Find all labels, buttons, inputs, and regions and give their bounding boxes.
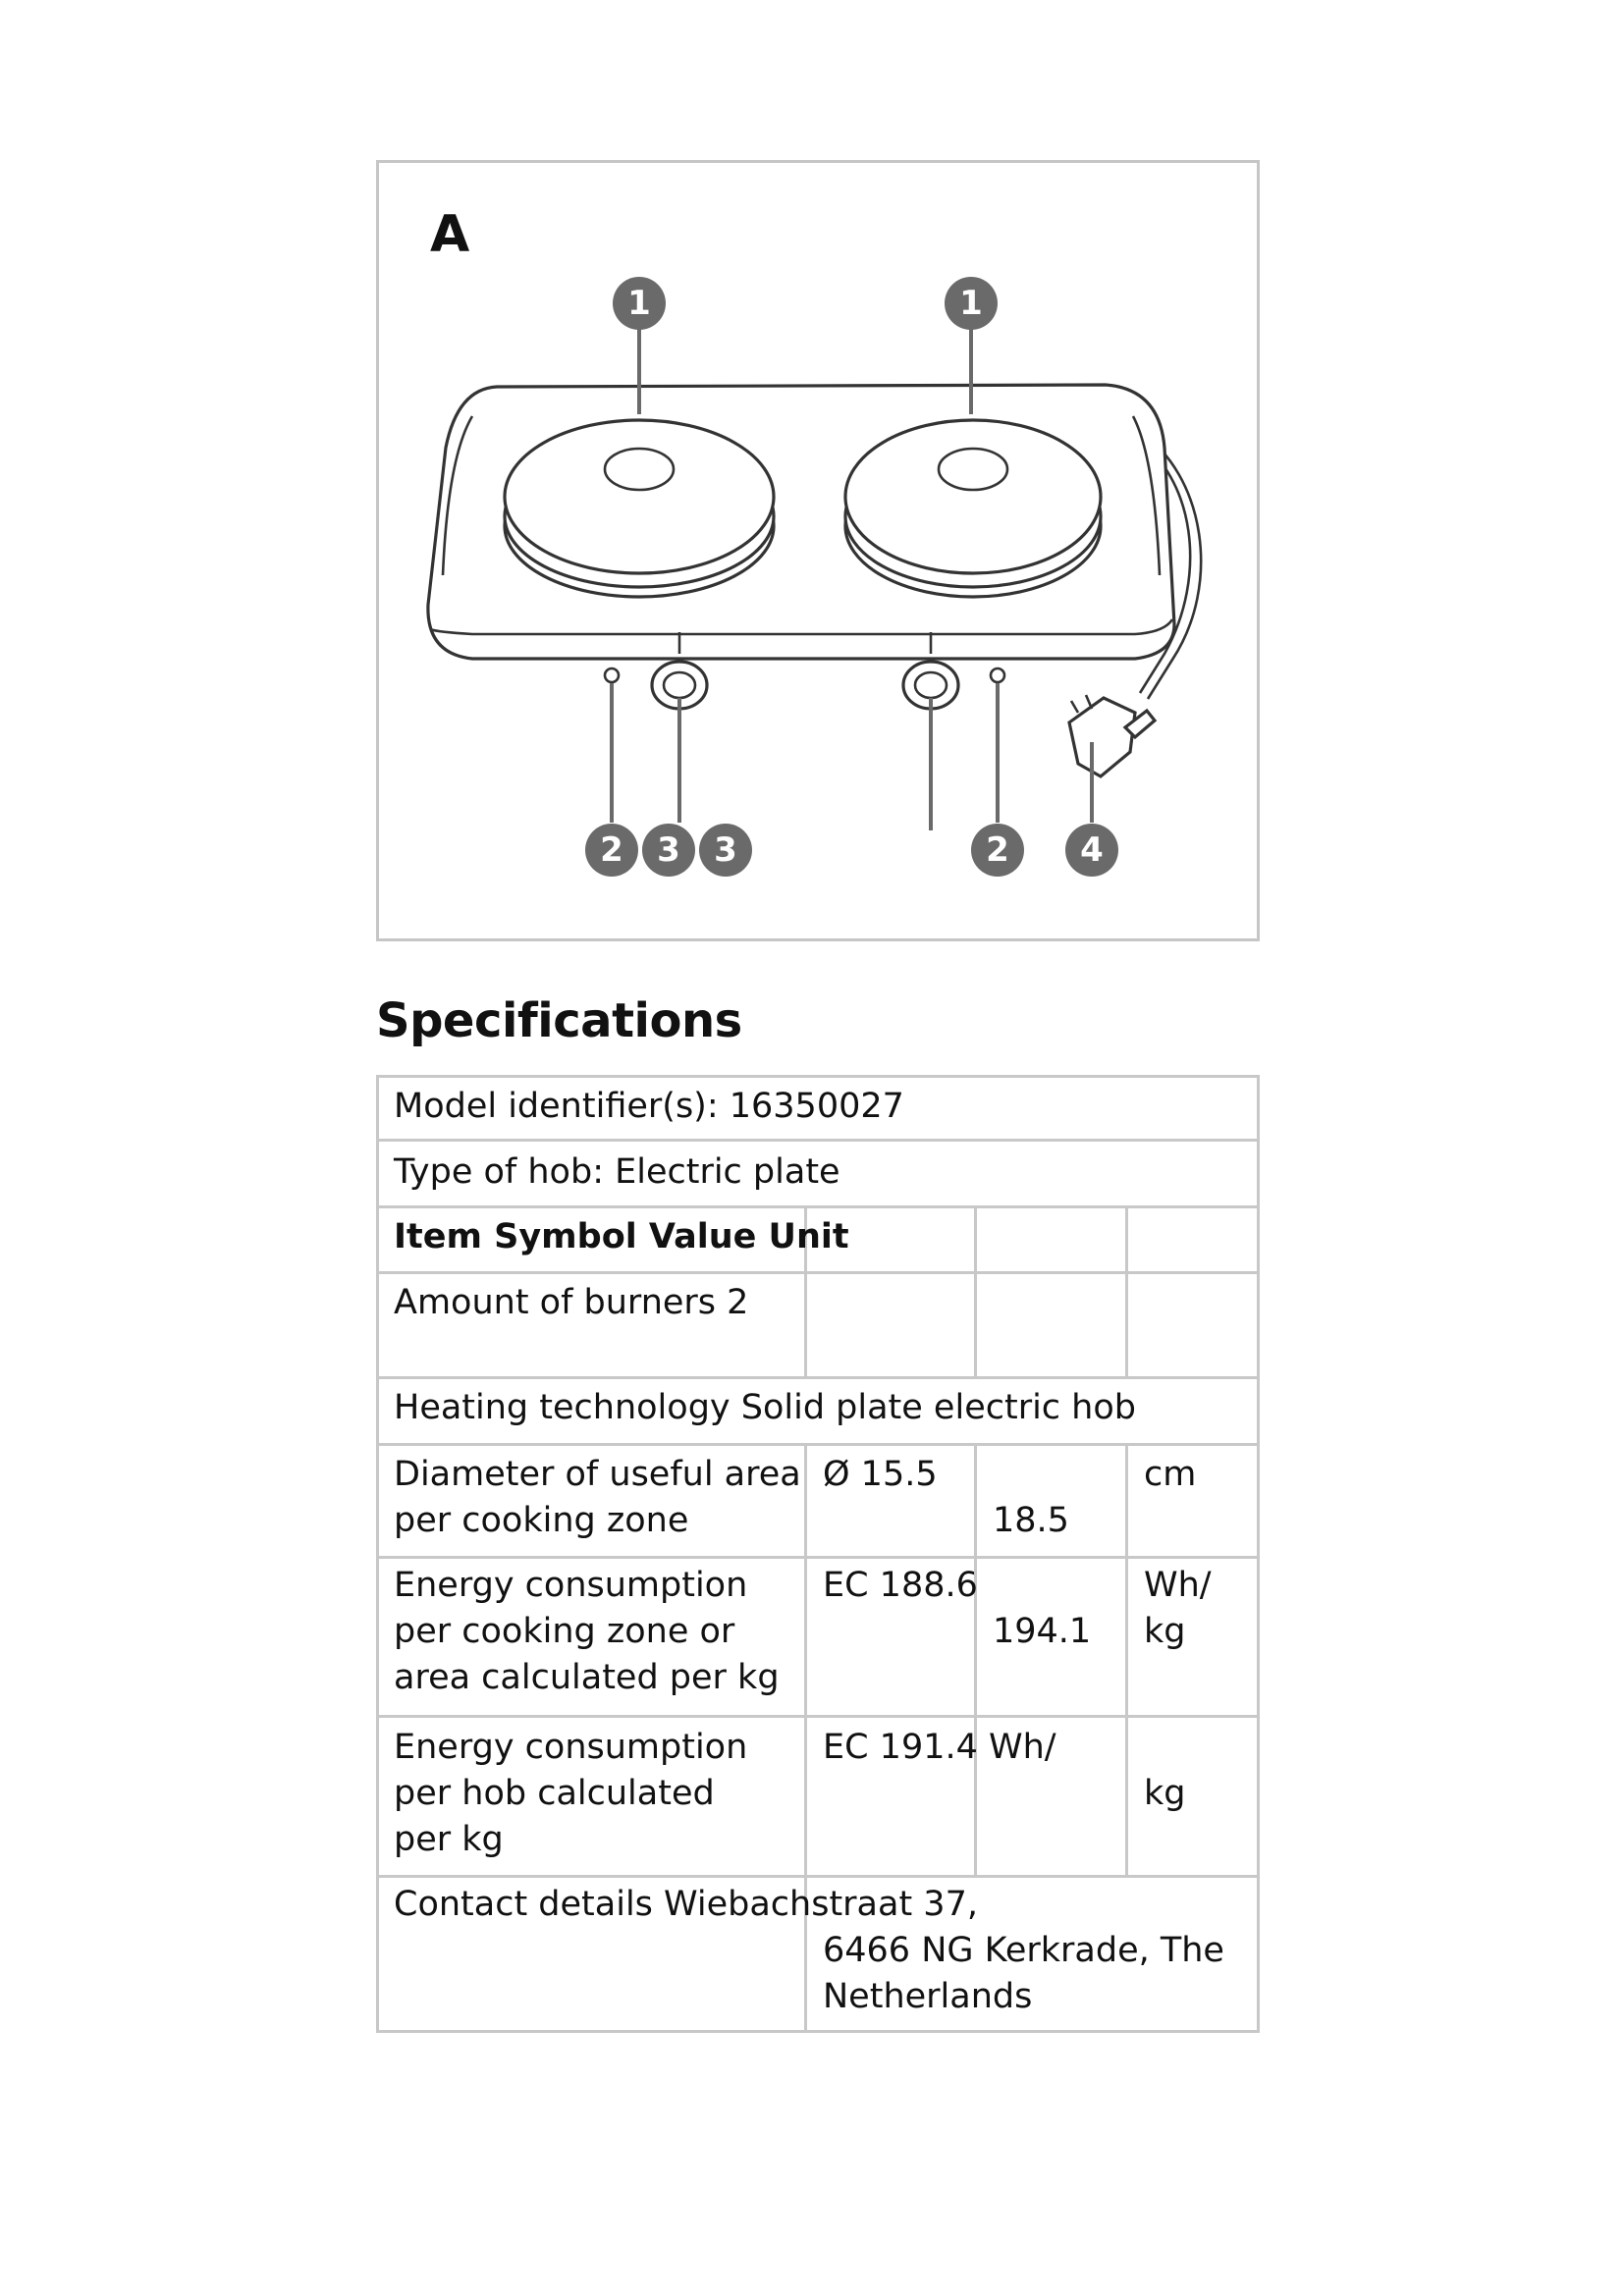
svg-text:3: 3: [657, 830, 680, 870]
callout-2-right: [971, 824, 1024, 877]
energy-hob-label-line3: per kg: [394, 1820, 504, 1859]
svg-text:4: 4: [1080, 830, 1104, 870]
figure-letter: A: [430, 205, 470, 264]
contact-details-line2: 6466 NG Kerkrade, The: [823, 1931, 1224, 1970]
callout-3-second: [699, 824, 752, 877]
svg-text:3: 3: [714, 830, 737, 870]
diameter-unit: cm: [1144, 1455, 1197, 1494]
callout-1-right: [945, 277, 998, 330]
hob-type: Type of hob: Electric plate: [394, 1152, 840, 1192]
energy-hob-symbol: EC 191.4 Wh/: [823, 1728, 1056, 1767]
right-indicator-light: [991, 668, 1004, 682]
amount-of-burners: Amount of burners 2: [394, 1283, 749, 1322]
energy-zone-value: 194.1: [993, 1612, 1092, 1651]
callout-4: [1065, 824, 1118, 877]
energy-zone-symbol: EC 188.6: [823, 1566, 978, 1605]
diameter-label-line1: Diameter of useful area: [394, 1455, 801, 1494]
svg-text:2: 2: [986, 830, 1009, 870]
table-header: Item Symbol Value Unit: [394, 1217, 849, 1256]
power-plug: [1069, 695, 1155, 776]
callout-3-first: [642, 824, 695, 877]
energy-zone-label-line2: per cooking zone or: [394, 1612, 735, 1651]
energy-zone-unit-line1: Wh/: [1144, 1566, 1212, 1605]
energy-zone-unit-line2: kg: [1144, 1612, 1186, 1651]
energy-hob-unit: kg: [1144, 1774, 1186, 1813]
heating-technology: Heating technology Solid plate electric hob: [394, 1388, 1136, 1427]
callout-2-left: [585, 824, 638, 877]
diameter-symbol: Ø 15.5: [823, 1455, 938, 1494]
svg-text:2: 2: [600, 830, 623, 870]
model-identifier: Model identifier(s): 16350027: [394, 1087, 904, 1126]
specifications-heading: Specifications: [376, 993, 742, 1048]
energy-zone-label-line1: Energy consumption: [394, 1566, 748, 1605]
contact-details-line3: Netherlands: [823, 1977, 1033, 2016]
right-hotplate: [845, 420, 1101, 597]
energy-hob-label-line1: Energy consumption: [394, 1728, 748, 1767]
energy-zone-label-line3: area calculated per kg: [394, 1658, 780, 1697]
specifications-table: [376, 1075, 1260, 2033]
callout-1-left: [613, 277, 666, 330]
left-indicator-light: [605, 668, 619, 682]
left-hotplate: [505, 420, 774, 597]
diameter-value: 18.5: [993, 1501, 1069, 1540]
figure-a: [376, 160, 1260, 941]
svg-text:1: 1: [627, 284, 651, 323]
contact-details-line1: Contact details Wiebachstraat 37,: [394, 1885, 978, 1924]
energy-hob-label-line2: per hob calculated: [394, 1774, 715, 1813]
svg-text:1: 1: [959, 284, 983, 323]
diameter-label-line2: per cooking zone: [394, 1501, 689, 1540]
hob-illustration: [379, 163, 1263, 944]
